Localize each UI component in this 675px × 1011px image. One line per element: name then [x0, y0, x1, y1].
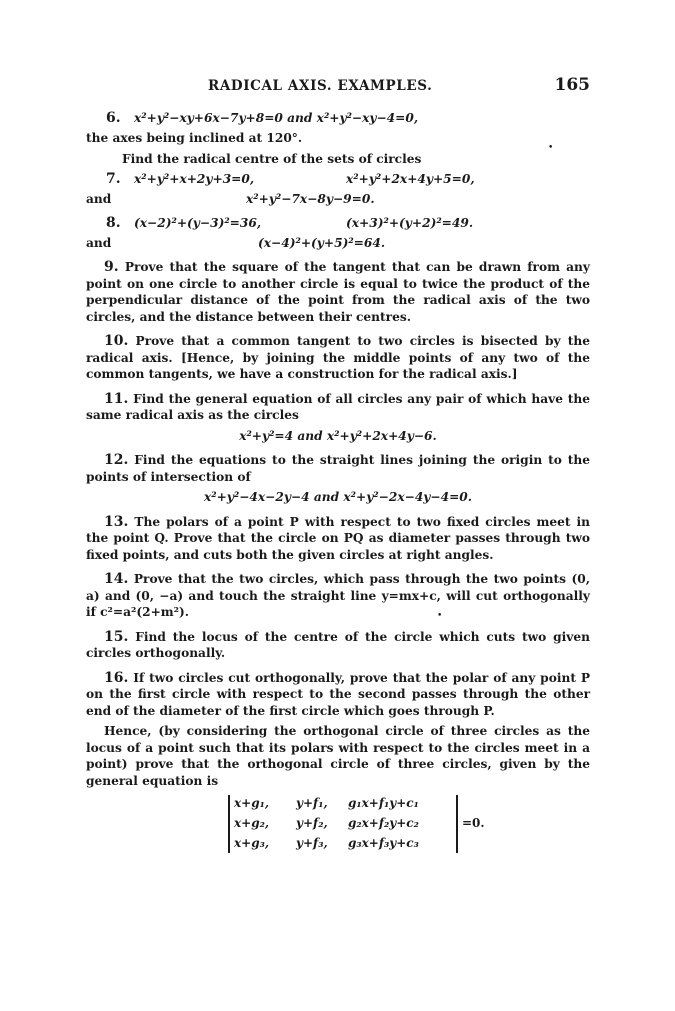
problem-text: Find the general equation of all circles any pair of which have the same radical axis as the circles [86, 391, 590, 422]
problem-number: 13. [104, 513, 129, 530]
page-body [86, 110, 590, 857]
problem-number: 15. [104, 628, 129, 645]
page-header [86, 75, 590, 100]
section-intro: Find the radical centre of the sets of circles [122, 151, 422, 166]
problem-text: Find the equations to the straight lines joining the origin to the points of intersection of [86, 453, 590, 484]
problem-number: 8. [106, 215, 121, 231]
problem-text: Prove that a common tangent to two circles is bisected by the radical axis. [Hence, by joining the middle points of any two of the common tangents, we have a construction for the radical axis.] [86, 334, 591, 381]
problem-text: Prove that the square of the tangent that can be drawn from any point on one circle to another circle is equal to twice the product of the perpendicular distance of the point from the radical axis of the two circles, and the distance between their centres. [86, 260, 590, 324]
and-label: and [86, 236, 112, 250]
and-label: and [86, 192, 112, 206]
problem-14 [86, 571, 590, 621]
equation-c: x²+y²−7x−8y−9=0. [246, 192, 375, 206]
problem-8 [86, 215, 590, 255]
problem-13 [86, 514, 590, 564]
problem-number: 16. [104, 669, 129, 686]
determinant-cell: g₃x+f₃y+c₃ [348, 836, 419, 850]
determinant [86, 793, 590, 857]
determinant-cell: g₁x+f₁y+c₁ [348, 796, 419, 810]
print-speck: • [437, 611, 443, 621]
problem-text: Find the locus of the centre of the circle which cuts two given circles orthogonally. [86, 629, 590, 660]
problem-equation: x²+y²−4x−2y−4 and x²+y²−2x−4y−4=0. [203, 490, 473, 504]
determinant-equals: =0. [462, 816, 485, 830]
problem-number: 10. [104, 333, 129, 349]
problem-number: 12. [104, 452, 129, 468]
problem-text: the axes being inclined at 120°. [86, 131, 303, 145]
determinant-cell: y+f₂, [296, 816, 328, 830]
hence-text: Hence, (by considering the orthogonal circle of three circles as the locus of a point such that its polars with respect to the circles meet in a point) prove that the orthogonal circle of three circles, given by the general equation is [86, 724, 590, 788]
problem-7 [86, 171, 590, 211]
determinant-cell: x+g₂, [234, 816, 270, 830]
problem-number: 11. [104, 390, 129, 407]
problem-text: If two circles cut orthogonally, prove that the polar of any point P on the first circle with respect to the second passes through the other end of the diameter of the first circle which goes through P. [86, 670, 590, 718]
problem-number: 9. [104, 259, 119, 275]
determinant-cell: x+g₁, [234, 796, 270, 810]
equation-a: x²+y²+x+2y+3=0, [134, 172, 255, 186]
print-speck: • [548, 143, 554, 153]
determinant-cell: x+g₃, [234, 836, 270, 850]
problem-equation: x²+y²−xy+6x−7y+8=0 and x²+y²−xy−4=0, [134, 111, 419, 125]
problem-16 [86, 670, 590, 858]
equation-c: (x−4)²+(y+5)²=64. [258, 236, 386, 250]
problem-number: 6. [106, 110, 121, 126]
page-number: 165 [554, 75, 590, 95]
running-head: RADICAL AXIS. EXAMPLES. [208, 78, 433, 94]
determinant-cell: y+f₃, [296, 836, 328, 850]
determinant-left-bar [228, 795, 230, 853]
problem-9 [86, 259, 590, 325]
problem-11 [86, 391, 590, 445]
equation-b: x²+y²+2x+4y+5=0, [346, 172, 475, 186]
equation-a: (x−2)²+(y−3)²=36, [134, 216, 262, 230]
problem-15 [86, 629, 590, 662]
equation-b: (x+3)²+(y+2)²=49. [346, 216, 474, 230]
problem-10 [86, 333, 590, 383]
determinant-cell: g₂x+f₂y+c₂ [348, 816, 419, 830]
determinant-right-bar [456, 795, 458, 853]
determinant-cell: y+f₁, [296, 796, 328, 810]
problem-6 [86, 110, 590, 147]
problem-text: Prove that the two circles, which pass through the two points (0, a) and (0, −a) and touch the straight line y=mx+c, will cut orthogonally if c²=a²(2+m²). [86, 572, 591, 619]
problem-number: 7. [106, 171, 121, 187]
problem-equation: x²+y²=4 and x²+y²+2x+4y−6. [239, 428, 437, 443]
problem-text: The polars of a point P with respect to two fixed circles meet in the point Q. Prove that the circle on PQ as diameter passes through two fixed points, and cuts both the given circles at right angles. [86, 514, 591, 562]
problem-number: 14. [104, 571, 129, 587]
problem-12 [86, 452, 590, 506]
